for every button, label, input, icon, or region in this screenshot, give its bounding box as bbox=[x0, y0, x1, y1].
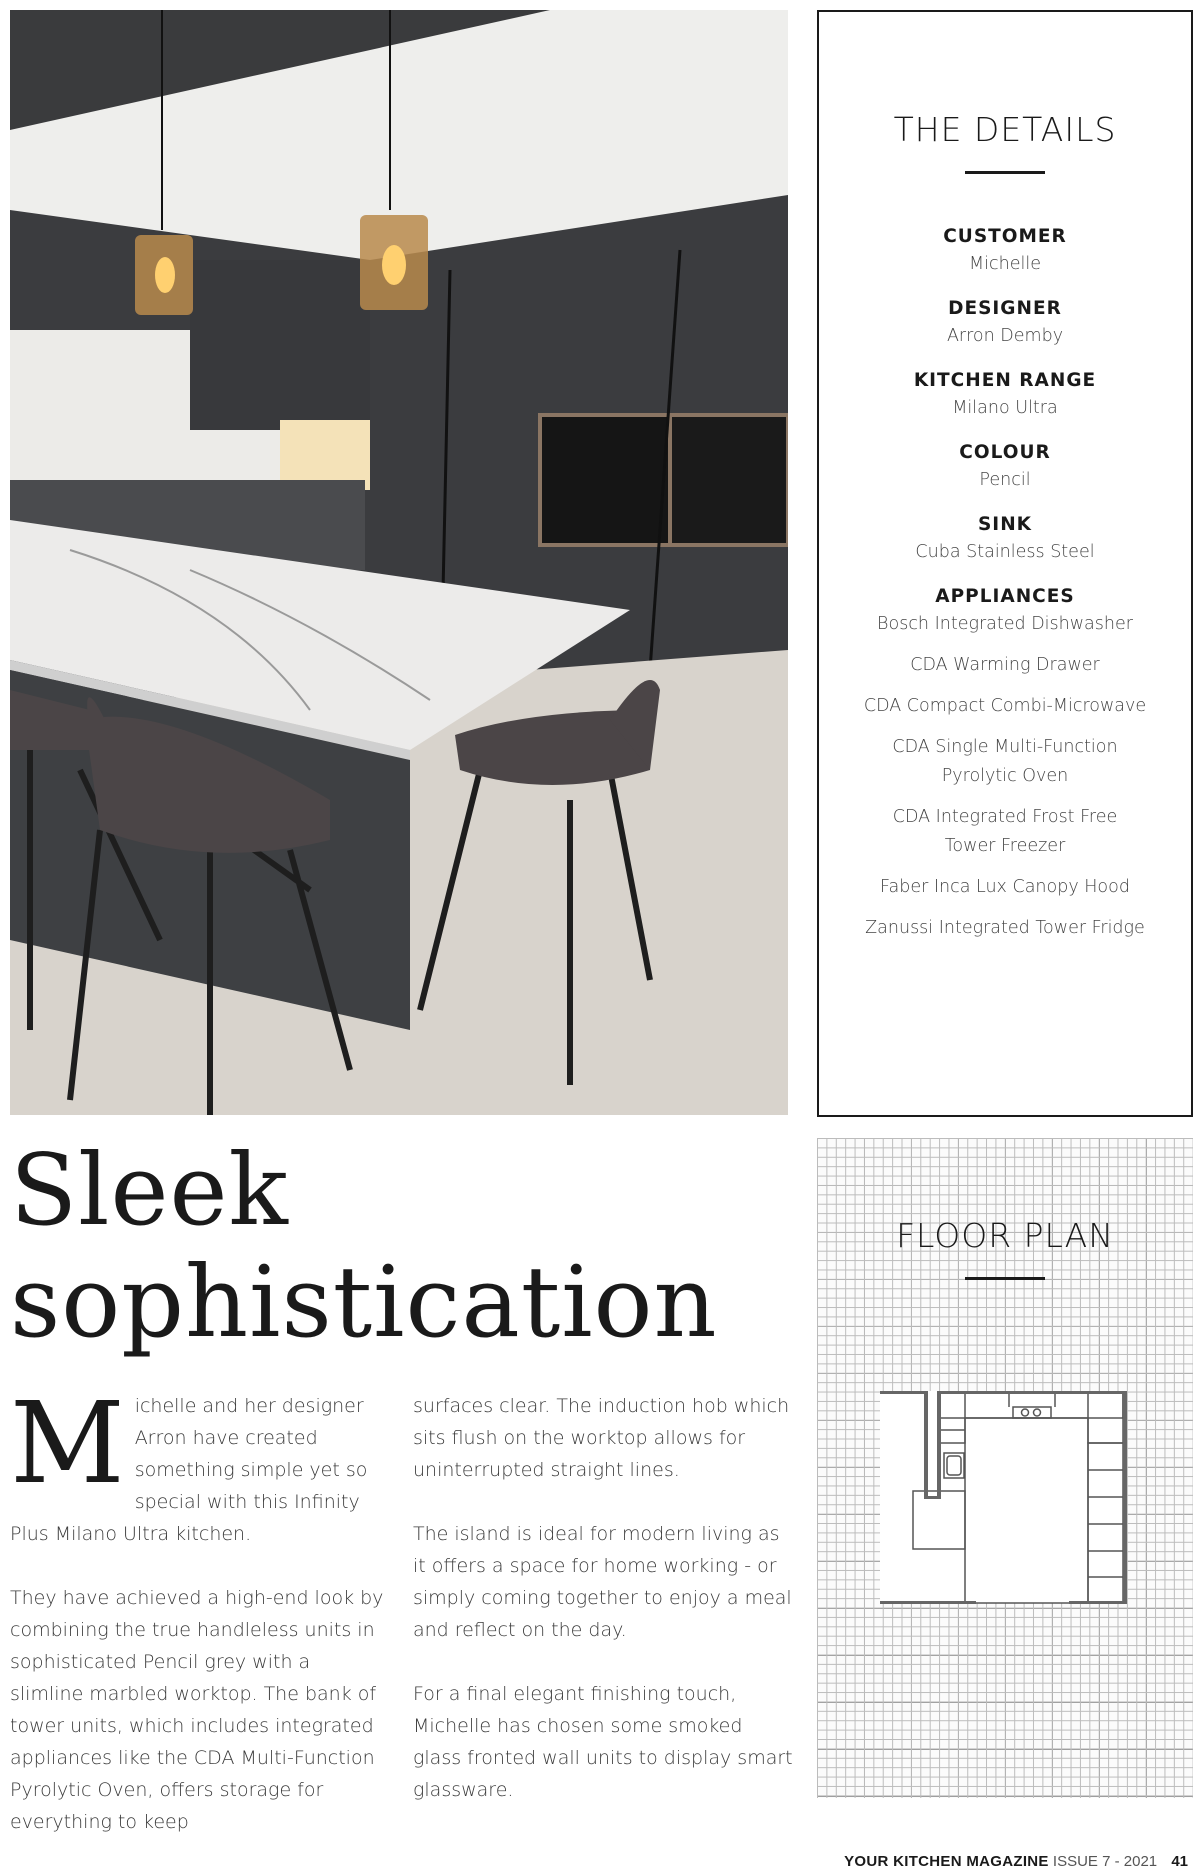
appliance-item: CDA Single Multi-Function Pyrolytic Oven bbox=[892, 737, 1118, 786]
headline-line-1: Sleek bbox=[10, 1134, 289, 1248]
floor-plan-panel bbox=[817, 1138, 1193, 1798]
paragraph-text: ichelle and her designer Arron have created something simple yet so special with this Infinity Plus Milano Ultra kitchen. bbox=[10, 1395, 368, 1545]
detail-label: CUSTOMER bbox=[943, 226, 1067, 247]
detail-label: SINK bbox=[977, 514, 1033, 535]
headline-line-2: sophistication bbox=[10, 1246, 718, 1360]
paragraph bbox=[10, 1379, 388, 1550]
floor-plan-diagram bbox=[880, 1391, 1130, 1606]
paragraph: surfaces clear. The induction hob which sits flush on the worktop allows for uninterrupted straight lines. bbox=[413, 1395, 790, 1481]
detail-value: Cuba Stainless Steel bbox=[915, 542, 1095, 562]
appliances-label: APPLIANCES bbox=[935, 586, 1075, 607]
details-list bbox=[819, 224, 1191, 943]
appliance-item: Faber Inca Lux Canopy Hood bbox=[880, 877, 1130, 897]
paragraph: The island is ideal for modern living as it offers a space for home working - or simply coming together to enjoy a meal and reflect on the day. bbox=[413, 1523, 792, 1641]
appliance-item: Zanussi Integrated Tower Fridge bbox=[865, 918, 1145, 938]
appliance-item: CDA Warming Drawer bbox=[910, 655, 1100, 675]
issue-label: ISSUE 7 - 2021 bbox=[1052, 1853, 1158, 1870]
details-title: THE DETAILS bbox=[893, 110, 1117, 149]
article-column-2 bbox=[413, 1390, 793, 1838]
paragraph: They have achieved a high-end look by combining the true handleless units in sophisticated Pencil grey with a slimline marbled worktop. The bank of tower units, which includes integrated appliances like the CDA Multi-Function Pyrolytic Oven, offers storage for everything to keep bbox=[10, 1587, 384, 1833]
title-divider bbox=[965, 171, 1045, 174]
title-divider bbox=[965, 1277, 1045, 1280]
drop-cap: M bbox=[10, 1379, 125, 1509]
appliance-item: CDA Integrated Frost Free Tower Freezer bbox=[892, 807, 1118, 856]
appliance-item: CDA Compact Combi-Microwave bbox=[863, 696, 1147, 716]
detail-value: Arron Demby bbox=[946, 326, 1064, 346]
magazine-name: YOUR KITCHEN MAGAZINE bbox=[844, 1853, 1049, 1870]
article-column-1 bbox=[10, 1379, 388, 1870]
details-panel bbox=[817, 10, 1193, 1117]
detail-label: COLOUR bbox=[959, 442, 1051, 463]
detail-value: Michelle bbox=[969, 254, 1041, 274]
floor-plan-title: FLOOR PLAN bbox=[896, 1216, 1114, 1255]
detail-value: Milano Ultra bbox=[952, 398, 1058, 418]
detail-value: Pencil bbox=[979, 470, 1031, 490]
kitchen-photo bbox=[10, 10, 788, 1115]
page-number: 41 bbox=[1171, 1853, 1188, 1870]
detail-label: KITCHEN RANGE bbox=[913, 370, 1097, 391]
detail-label: DESIGNER bbox=[948, 298, 1062, 319]
appliance-item: Bosch Integrated Dishwasher bbox=[877, 614, 1133, 634]
article-headline bbox=[10, 1135, 718, 1359]
page-footer bbox=[844, 1853, 1188, 1870]
paragraph: For a final elegant finishing touch, Michelle has chosen some smoked glass fronted wall units to display smart glassware. bbox=[413, 1683, 793, 1801]
